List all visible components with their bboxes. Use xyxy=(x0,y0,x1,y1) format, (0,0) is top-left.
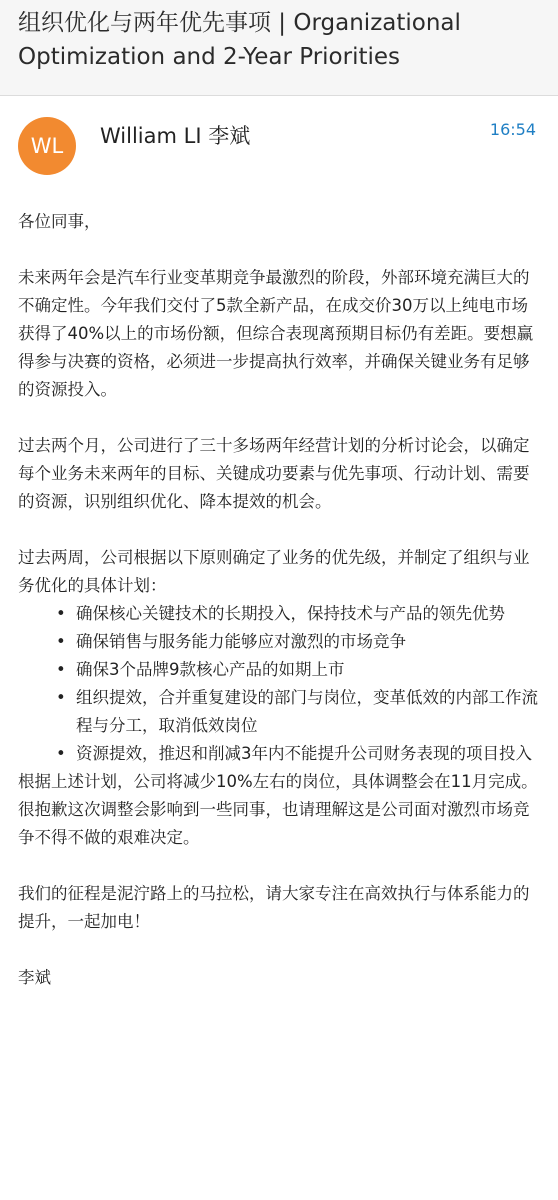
email-time: 16:54 xyxy=(489,120,536,139)
paragraph-planning: 过去两个月，公司进行了三十多场两年经营计划的分析讨论会，以确定每个业务未来两年的目标、关键成功要素与优先事项、行动计划、需要的资源，识别组织优化、降本提效的机会。 xyxy=(18,436,530,511)
list-item: • 确保销售与服务能力能够应对激烈的市场竞争 xyxy=(76,628,540,656)
list-item: • 资源提效，推迟和削减3年内不能提升公司财务表现的项目投入 xyxy=(76,740,540,768)
list-item: • 确保3个品牌9款核心产品的如期上市 xyxy=(76,656,540,684)
list-item: • 确保核心关键技术的长期投入，保持技术与产品的领先优势 xyxy=(76,600,540,628)
principles-list xyxy=(18,600,540,768)
email-header xyxy=(0,0,558,96)
avatar[interactable]: WL xyxy=(18,117,76,175)
paragraph-plan: 根据上述计划，公司将减少10%左右的岗位，具体调整会在11月完成。很抱歉这次调整会影响到一些同事，也请理解这是公司面对激烈市场竞争不得不做的艰难决定。 xyxy=(18,772,538,847)
paragraph-closing: 我们的征程是泥泞路上的马拉松，请大家专注在高效执行与体系能力的提升，一起加电！ xyxy=(18,884,530,931)
list-item: • 组织提效，合并重复建设的部门与岗位，变革低效的内部工作流程与分工，取消低效岗位 xyxy=(76,684,540,740)
email-subject: 组织优化与两年优先事项 | Organizational Optimization and 2-Year Priorities xyxy=(18,10,461,70)
sender-name[interactable]: William LI 李斌 xyxy=(100,124,251,148)
greeting: 各位同事， xyxy=(18,212,101,231)
email-body xyxy=(0,208,558,992)
paragraph-context: 未来两年会是汽车行业变革期竞争最激烈的阶段，外部环境充满巨大的不确定性。今年我们交付了5款全新产品，在成交价30万以上纯电市场获得了40%以上的市场份额，但综合表现离预期目标仍有差距。要想赢得参与决赛的资格，必须进一步提高执行效率，并确保关键业务有足够的资源投入。 xyxy=(18,268,534,399)
sender-row xyxy=(0,96,558,208)
principles-intro: 过去两周，公司根据以下原则确定了业务的优先级，并制定了组织与业务优化的具体计划： xyxy=(18,548,530,595)
signature: 李斌 xyxy=(18,968,51,987)
